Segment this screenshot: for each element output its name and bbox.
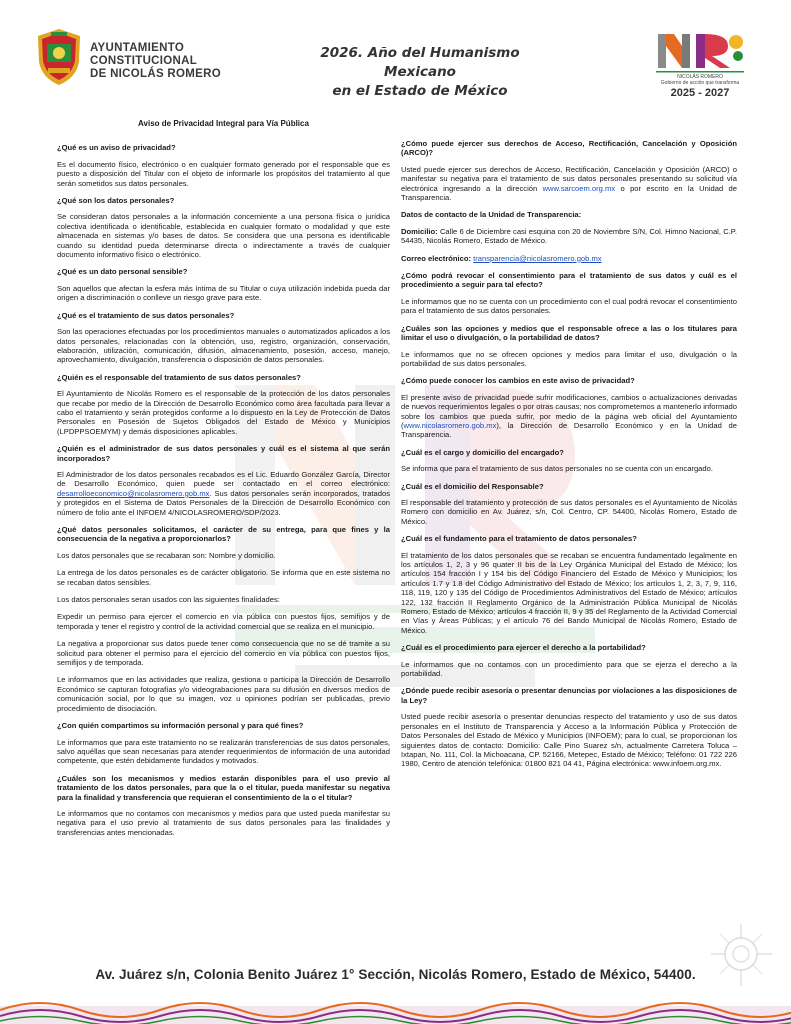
address-text: Calle 6 de Diciembre casi esquina con 20 de Noviembre S/N, Col. Himno Nacional, C.P. 54435, Nicolás Romero, Estado de México. (401, 226, 737, 246)
answer-notice-changes (401, 393, 737, 440)
question-what-are-personal-data: ¿Qué son los datos personales? (57, 196, 175, 206)
arco-text-b: o por escrito en la Unidad de Transparencia. (401, 183, 737, 203)
administrator-text-a: El Administrador de los datos personales recabados es el Lic. Eduardo González García, Director de Desarrollo Económico, quien puede ser contactado en el correo electrónico: (57, 469, 390, 489)
question-data-requested: ¿Qué datos personales solicitamos, el carácter de su entrega, para que fines y la consecuencia de la negativa a proporcionarlos? (57, 525, 390, 544)
question-data-administrator: ¿Quién es el administrador de sus datos personales y cuál es el sistema al que serán incorporados? (57, 444, 390, 463)
answer-revoke-consent: Le informamos que no se cuenta con un procedimiento con el cual podrá revocar el consentimiento para el tratamiento de sus datos personales. (401, 296, 737, 316)
org-line-3: DE NICOLÁS ROMERO (90, 68, 221, 80)
answer-data-sharing: Le informamos que para este tratamiento no se realizarán transferencias de sus datos personales, salvo aquéllas que sean necesarias para atender requerimientos de información de una autoridad competente, que estén debidamente fundados y motivados. (57, 737, 390, 766)
answer-what-are-personal-data: Se consideran datos personales a la información concerniente a una persona física o jurídica colectiva identificada o identificable, establecida en cualquier formato o modalidad y que este almacenada en sistemas y/o bases de datos. Se considera que una persona es identificable cuando su identidad pueda determinarse directa o indirectamente a través de cualquier documento informativo físico o electrónico. (57, 212, 390, 260)
logo-slogan-text: Gobierno de acción que transforma (660, 80, 740, 86)
question-data-treatment: ¿Qué es el tratamiento de sus datos personales? (57, 310, 235, 320)
answer-responsible-address: El responsable del tratamiento y protección de sus datos personales es el Ayuntamiento de Nicolás Romero con domicilio en Av. Juárez, s/n, Col. Centro, CP. 54400, Nicolás Romero, Estado de México. (401, 497, 737, 526)
right-column (401, 139, 737, 777)
answer-refusal-consequence: La negativa a proporcionar sus datos puede tener como consecuencia que no se dé tramite a su solicitud para obtener el permiso para el ejercicio del comercio en vía pública con puestos fijos, semifijos y de temporada. (57, 639, 390, 668)
org-line-2: CONSTITUCIONAL (90, 55, 198, 67)
question-legal-basis: ¿Cuál es el fundamento para el tratamiento de datos personales? (401, 534, 637, 544)
answer-purposes-intro: Los datos personales seran usados con las siguientes finalidades: (57, 595, 280, 605)
answer-data-requested: Los datos personales que se recabaran son: Nombre y domicilio. (57, 550, 276, 560)
transparency-address (401, 227, 737, 246)
left-column (57, 119, 390, 845)
question-processor: ¿Cuál es el cargo y domicilio del encargado? (401, 447, 564, 457)
answer-legal-basis: El tratamiento de los datos personales que se recaban se encuentra fundamentado legalmente en los artículos 1, 2, 3 y 96 quater II bis de la Ley Orgánica Municipal del Estado de México; los artículos 154 fracción I y 154 bis del Código Financiero del Estado de México y Municipios; los artículos 1.7 y 1.8 del Código Administrativo del Estado de México; los artículos 1, 2, 3, 7, 9, 116, 118, 119, 120 y 135 del Código de Procedimientos Administrativos del Estado de México; artículos 122, 132 fracción II Reglamento Orgánico de la Administración Pública Municipal de Nicolás Romero, Estado de México; artículos 4 fracción II, 9 y 35 del Reglamento de la Actividad Comercial en Vías y Áreas Públicas; y el artículo 76 del Bando Municipal de Nicolás Romero, Estado de México. (401, 550, 737, 635)
answer-data-treatment: Son las operaciones efectuadas por los procedimientos manuales o automatizados aplicados a los datos personales, relacionadas con la obtención, uso, registro, organización, conservación, elaboración, utilización, comunicación, difusión, almacenamiento, posesión, acceso, manejo, aprovechamiento, divulgación, transferencia o disposición de datos personales. (57, 327, 390, 365)
question-what-is-privacy-notice: ¿Qué es un aviso de privacidad? (57, 143, 176, 153)
answer-refusal-mechanisms: Le informamos que no contamos con mecanismos y medios para que usted pueda manifestar su negativa para el uso previo al tratamiento de sus datos personales para las finalidades y transferencias antes mencionadas. (57, 808, 390, 837)
question-refusal-mechanisms: ¿Cuáles son los mecanismos y medios estarán disponibles para el uso previo al tratamiento de los datos personales, para que la o el titular, pueda manifestar su negativa para la finalidad y transferencia que requieran el consentimiento de la o el titular? (57, 773, 390, 802)
year-slogan-line-2: en el Estado de México (332, 83, 508, 99)
changes-text-b: ), la Dirección de Desarrollo Económico y en la Unidad de Transparencia. (401, 420, 737, 440)
email-label: Correo electrónico: (401, 253, 472, 263)
arco-text-a: Usted puede ejercer sus derechos de Acceso, Rectificación, Cancelación y Oposición (ARCO) o manifestar su negativa para el tratamiento de sus datos personales presentando su solicitud vía electrónica ingresando a la dirección (401, 164, 737, 193)
footer-address: Av. Juárez s/n, Colonia Benito Juárez 1° Sección, Nicolás Romero, Estado de México, 54400. (95, 967, 696, 982)
question-notice-changes: ¿Cómo puede conocer los cambios en este aviso de privacidad? (401, 376, 635, 386)
question-responsible-party: ¿Quién es el responsable del tratamiento de sus datos personales? (57, 372, 301, 382)
answer-data-administrator (57, 470, 390, 517)
answer-processor: Se informa que para el tratamiento de sus datos personales no se cuenta con un encargado. (401, 464, 713, 474)
logo-caption (650, 74, 750, 86)
answer-what-is-privacy-notice: Es el documento físico, electrónico o en cualquier formato generado por el responsable que es puesto a disposición del Titular con el objeto de informarle los propósitos del tratamiento al que serán sometidos sus datos personales. (57, 159, 390, 188)
year-slogan-line-1: 2026. Año del Humanismo Mexicano (320, 45, 520, 80)
answer-responsible-party: El Ayuntamiento de Nicolás Romero es el responsable de la protección de los datos personales que recabe por medio de la Dirección de Desarrollo Económico como área facultada para llevar a cabo el tratamiento y serán protegidos conforme a lo dispuesto en la Ley de Protección de Datos Personales en Posesión de Sujetos Obligados del Estado de México y Municipios (LPDPPSOEMYM) y demás disposiciones aplicables. (57, 389, 390, 436)
question-arco-rights: ¿Cómo puede ejercer sus derechos de Acceso, Rectificación, Cancelación y Oposición (ARCO)? (401, 139, 737, 158)
document-title: Aviso de Privacidad Integral para Vía Pública (138, 119, 309, 128)
question-data-sharing: ¿Con quién compartimos su información personal y para qué fines? (57, 721, 304, 731)
administrator-email-link[interactable]: desarrolloeconomico@nicolasromero.gob.mx (57, 488, 210, 498)
transparency-contact-title: Datos de contacto de la Unidad de Transparencia: (401, 210, 582, 220)
administrator-text-b: . Sus datos personales serán incorporados, tratados y protegidos en el Sistema de Datos Personales de la Dirección de Desarrollo Económico con número de folio ante el INFOEM 4/NICOLASROMERO/SDP/2023. (57, 488, 390, 517)
municipality-website-link[interactable]: www.nicolasromero.gob.mx (403, 420, 497, 430)
answer-purpose-permit: Expedir un permiso para ejercer el comercio en vía pública con puestos fijos, semifijos y de temporada y tener el registro y control de la actividad comercial que se realiza en el municipio. (57, 612, 390, 631)
transparency-email (401, 254, 737, 263)
changes-text-a: El presente aviso de privacidad puede sufrir modificaciones, cambios o actualizaciones derivadas de nuevos requerimientos legales o por otras causas; nos comprometemos a mantenerlo informado sobre los cambios que pueda sufrir, por medio de la página web oficial del Ayuntamiento ( (401, 392, 737, 430)
municipal-shield-logo (36, 28, 82, 86)
question-revoke-consent: ¿Cómo podrá revocar el consentimiento para el tratamiento de sus datos y cuál es el procedimiento a seguir para tal efecto? (401, 271, 737, 290)
year-slogan (290, 44, 550, 101)
answer-mandatory-delivery: La entrega de los datos personales es de carácter obligatorio. Se informa que en este sistema no se recaban datos sensibles. (57, 568, 390, 587)
question-responsible-address: ¿Cuál es el domicilio del Responsable? (401, 481, 544, 491)
sarcoem-link[interactable]: www.sarcoem.org.mx (542, 183, 616, 193)
answer-limit-use: Le informamos que no se ofrecen opciones y medios para limitar el uso, divulgación o la portabilidad de sus datos personales. (401, 349, 737, 368)
answer-complaints: Usted puede recibir asesoría o presentar denuncias respecto del tratamiento y uso de sus datos personales en el Instituto de Transparencia y Acceso a la Información Pública y Protección de Datos Personales del Estado de México y Municipios (INFOEM); para lo cual, se proporcionan los siguientes datos de contacto: Domicilio: Calle Pino Suarez s/n, actualmente Carretera Toluca – Ixtapan, No. 111, Col. la Michoacana, CP. 52166, Metepec, Estado de México; Teléfono: 01 722 226 1980, Centro de atención telefónica: 01800 821 04 41, Página electrónica: www.infoem.org.mx. (401, 712, 737, 769)
answer-sensitive-data: Son aquellos que afectan la esfera más íntima de su Titular o cuya utilización indebida pueda dar origen a discriminación o conlleve un riesgo grave para este. (57, 283, 390, 303)
transparency-email-link[interactable]: transparencia@nicolasromero.gob.mx (473, 253, 602, 263)
administration-years: 2025 - 2027 (670, 87, 730, 99)
question-sensitive-data: ¿Qué es un dato personal sensible? (57, 267, 188, 277)
decorative-bottom-border (0, 992, 791, 1024)
page-header (0, 0, 791, 110)
municipality-name (90, 42, 221, 81)
address-label: Domicilio: (401, 226, 438, 236)
logo-name-text: NICOLÁS ROMERO (677, 74, 723, 80)
answer-portability: Le informamos que no contamos con un procedimiento para que se ejerza el derecho a la portabilidad. (401, 659, 737, 679)
question-portability: ¿Cuál es el procedimiento para ejercer el derecho a la portabilidad? (401, 643, 646, 653)
org-line-1: AYUNTAMIENTO (90, 42, 185, 54)
question-complaints: ¿Dónde puede recibir asesoría o presentar denuncias por violaciones a las disposiciones de la Ley? (401, 686, 737, 705)
answer-arco-rights (401, 165, 737, 203)
question-limit-use: ¿Cuáles son las opciones y medios que el responsable ofrece a las o los titulares para limitar el uso o divulgación, o la portabilidad de datos? (401, 323, 737, 343)
answer-photo-video-notice: Le informamos que en las actividades que realiza, gestiona o participa la Dirección de Desarrollo Económico se capturan fotografías y/o videograbaciones para su difusión en diversos medios de comunicación social, por lo que su imagen, voz u opiniones podrían ser publicadas, previo procedimiento de disociación. (57, 675, 390, 713)
